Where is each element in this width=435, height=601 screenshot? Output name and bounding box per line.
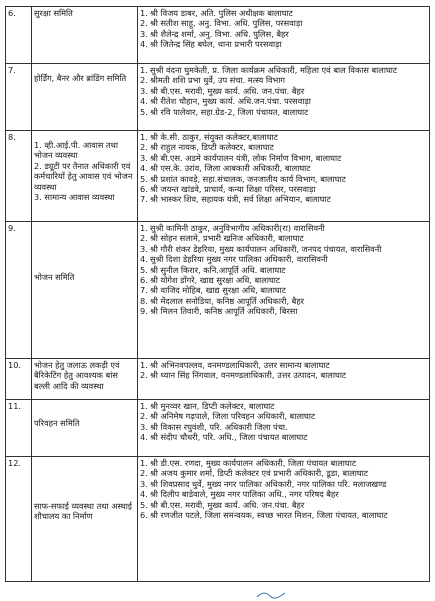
list-item	[140, 510, 427, 520]
member-text: श्री विजय डाबर, अति. पुलिस अधीक्षक बालाघाट	[150, 8, 293, 18]
member-text: श्री रीतेश चौहान, मुख्य कार्य. अधि.जन.पंचा. परसवाड़ा	[150, 96, 311, 107]
list-item	[140, 254, 427, 264]
member-text: श्री वाजिद मोहिब, खाद्य सुरक्षा अधि, बालाघाट	[150, 285, 286, 296]
member-number: 3.	[140, 478, 148, 489]
member-number: 2.	[140, 18, 148, 29]
row-number: 8.	[6, 131, 32, 222]
member-text: सुश्री दिशा डेहरिया मुख्य नगर पालिका अधिकारी, वारासिवनी	[150, 254, 328, 265]
member-number: 1.	[140, 223, 148, 233]
member-text: श्री अनिमेष गढ़पाले, जिला परिवहन अधिकारी, बालाघाट	[150, 411, 316, 422]
list-item	[140, 18, 427, 28]
member-text: श्री सुनील किरार, कनि.आपूर्ति अधि. बालाघाट	[150, 264, 286, 275]
committee-name: होर्डिंग, बैनर और ब्रांडिंग समिति	[32, 64, 138, 131]
member-number: 2.	[140, 75, 148, 86]
list-item	[140, 500, 427, 510]
member-number: 7.	[140, 285, 148, 296]
member-number: 2.	[140, 142, 148, 153]
list-item	[140, 86, 427, 96]
member-number: 6.	[140, 275, 148, 286]
member-number: 3.	[140, 243, 148, 254]
member-text: श्री शैलेन्द्र शर्मा, अनु. विभा. अधि. पुलिस, बैहर	[150, 28, 289, 39]
member-number: 2.	[140, 468, 148, 479]
list-item	[140, 360, 427, 370]
committee-name: 1. व्ही.आई.पी. आवास तथा भोजन व्यवस्था 2. ड्यूटी पर तैनात अधिकारी एवं कर्मचारियों हेतु आवास एवं भोजन व्यवस्था 3. सामान्य आवास व्यवस्था	[32, 131, 138, 222]
member-text: श्री भास्कर शिव, सहायक यंत्री, सर्व शिक्षा अभियान, बालाघाट	[150, 194, 331, 205]
list-item	[140, 468, 427, 478]
committee-name: भोजन हेतु जलाऊ लकड़ी एवं बैरिकेटिंग हेतु आवश्यक बांस बल्ली आदि की व्यवस्था	[32, 359, 138, 400]
member-number: 3.	[140, 421, 148, 432]
list-item	[140, 432, 427, 442]
row-number: 10.	[6, 359, 32, 400]
member-number: 9.	[140, 306, 148, 317]
list-item	[140, 96, 427, 106]
member-number: 1.	[140, 458, 148, 468]
list-item	[140, 275, 427, 285]
table-row	[6, 359, 430, 400]
member-number: 5.	[140, 264, 148, 275]
member-list	[138, 457, 430, 582]
table-row	[6, 64, 430, 131]
member-list	[138, 400, 430, 457]
list-item	[140, 65, 427, 75]
member-text: श्री प्रशांत कावड़े, सहा.संचालक, जनजातीय कार्य विभाग, बालाघाट	[150, 173, 346, 184]
row-number: 7.	[6, 64, 32, 131]
list-item	[140, 142, 427, 152]
member-text: श्री जितेन्द्र सिंह बघेल, थाना प्रभारी परसवाड़ा	[150, 39, 282, 50]
member-number: 2.	[140, 233, 148, 244]
committee-name: परिवहन समिति	[32, 400, 138, 457]
member-number: 4.	[140, 39, 148, 50]
member-number: 3.	[140, 152, 148, 163]
member-text: श्री एस.के. उरांव, जिला आबकारी अधिकारी, बालाघाट	[150, 163, 311, 174]
member-list	[138, 131, 430, 222]
table-row	[6, 7, 430, 64]
list-item	[140, 174, 427, 184]
member-text: श्री मिलन तिवारी, कनिष्ठ आपूर्ति अधिकारी, बिरसा	[150, 306, 298, 317]
list-item	[140, 458, 427, 468]
member-number: 5.	[140, 173, 148, 184]
member-text: श्री अभिनवपल्लव, वनमण्डलाधिकारी, उत्तर सामान्य बालाघाट	[150, 360, 330, 370]
member-text: श्री गौरी शंकर डेहरिया, मुख्य कार्यपालन अधिकारी, जनपद पंचायत, वारासिवनी	[150, 243, 382, 254]
list-item	[140, 75, 427, 85]
member-text: श्री बी.एस. अडमे कार्यपालन यंत्री, लोक निर्माण विभाग, बालाघाट	[150, 152, 342, 163]
member-number: 4.	[140, 489, 148, 500]
member-number: 1.	[140, 401, 148, 411]
member-number: 5.	[140, 106, 148, 117]
committee-table	[5, 6, 430, 582]
member-number: 5.	[140, 499, 148, 510]
member-number: 4.	[140, 432, 148, 443]
committee-table-body	[6, 7, 430, 582]
member-number: 1.	[140, 132, 148, 142]
table-row	[6, 222, 430, 359]
list-item	[140, 489, 427, 499]
member-text: श्री रणजीत पटले, जिला समन्वयक, स्वच्छ भारत मिशन, जिला पंचायत, बालाघाट	[150, 510, 388, 521]
committee-name: सुरक्षा समिति	[32, 7, 138, 64]
list-item	[140, 296, 427, 306]
member-text: श्री सतीश साहू, अनु. विभा. अधि. पुलिस, परसवाड़ा	[150, 18, 303, 29]
row-number: 9.	[6, 222, 32, 359]
member-text: श्री राहुल नायक, डिप्टी कलेक्टर, बालाघाट	[150, 142, 274, 153]
list-item	[140, 401, 427, 411]
list-item	[140, 184, 427, 194]
list-item	[140, 163, 427, 173]
member-text: श्री सोहन सलामे, प्रभारी खनिज अधिकारी, बालाघाट	[150, 233, 304, 244]
member-number: 7.	[140, 194, 148, 205]
list-item	[140, 8, 427, 18]
member-number: 6.	[140, 184, 148, 195]
list-item	[140, 306, 427, 316]
member-number: 2.	[140, 370, 148, 381]
list-item	[140, 244, 427, 254]
committee-name: साफ-सफाई व्यवस्था तथा अस्थाई शौचालय का निर्माण	[32, 457, 138, 582]
list-item	[140, 39, 427, 49]
list-item	[140, 107, 427, 117]
member-text: श्री जयन्त खांडवे, प्राचार्य, कन्या शिक्षा परिसर, परसवाड़ा	[150, 184, 316, 195]
member-number: 1.	[140, 65, 148, 75]
member-list	[138, 222, 430, 359]
member-number: 4.	[140, 163, 148, 174]
member-text: श्री अजय कुमार शर्मा, डिप्टी कलेक्टर एवं प्रभारी अधिकारी, डूडा, बालाघाट	[150, 468, 368, 479]
member-number: 3.	[140, 28, 148, 39]
member-text: श्री बी.एस. मरावी, मुख्य कार्य. अधि. जन.पंचा. बैहर	[150, 499, 305, 510]
member-text: श्री ध्यान सिंह निंगवाल, वनमण्डलाधिकारी, उत्तर उत्पादन, बालाघाट	[150, 370, 347, 381]
row-number: 6.	[6, 7, 32, 64]
member-number: 8.	[140, 295, 148, 306]
member-text: श्री योगेश डोंगरे, खाद्य सुरक्षा अधि, बालाघाट	[150, 275, 281, 286]
member-number: 3.	[140, 85, 148, 96]
member-text: श्री मुनव्वर खान, डिप्टी कलेक्टर, बालाघाट	[150, 401, 275, 411]
committee-name: भोजन समिति	[32, 222, 138, 359]
member-text: श्री रवि पालेवार, सहा.ग्रेड-2, जिला पंचायत, बालाघाट	[150, 106, 309, 117]
member-list	[138, 64, 430, 131]
list-item	[140, 233, 427, 243]
list-item	[140, 479, 427, 489]
member-number: 4.	[140, 96, 148, 107]
member-number: 1.	[140, 8, 148, 18]
row-number: 11.	[6, 400, 32, 457]
list-item	[140, 265, 427, 275]
table-row	[6, 131, 430, 222]
member-text: श्री संदीप चौधरी, परि. अधि., जिला पंचायत बालाघाट	[150, 432, 308, 443]
member-number: 4.	[140, 254, 148, 265]
member-text: सुश्री वंदना घुमकेती, प्र. जिला कार्यक्रम अधिकारी, महिला एवं बाल विकास बालाघाट	[150, 65, 398, 75]
member-text: श्री विकास रघुवंशी, परि. अधिकारी जिला पंचा.	[150, 421, 288, 432]
member-text: सुश्री कामिनी ठाकुर, अनुविभागीय अधिकारी(रा) वारासिवनी	[150, 223, 325, 233]
member-list	[138, 359, 430, 400]
member-number: 2.	[140, 411, 148, 422]
member-text: श्रीमती शशि प्रभा धुर्वे, उप संचा. मत्स्य विभाग	[150, 75, 286, 86]
list-item	[140, 223, 427, 233]
list-item	[140, 29, 427, 39]
list-item	[140, 132, 427, 142]
member-text: श्री शिवप्रसाद धुर्वे, मुख्य नगर पालिका अधिकारी, नगर पालिका परि. मलाजखण्ड	[150, 478, 387, 489]
row-number: 12.	[6, 457, 32, 582]
list-item	[140, 285, 427, 295]
table-row	[6, 400, 430, 457]
list-item	[140, 411, 427, 421]
member-text: श्री डी.एस. रणदा, मुख्य कार्यपालन अधिकारी, जिला पंचायत बालाघाट	[150, 458, 357, 468]
list-item	[140, 422, 427, 432]
member-text: श्री बी.एस. मरावी, मुख्य कार्य. अधि. जन.पंचा. बैहर	[150, 85, 305, 96]
member-list	[138, 7, 430, 64]
member-text: श्री दिलीप बाडेवाले, मुख्य नगर पालिका अधि., नगर परिषद बैहर	[150, 489, 339, 500]
list-item	[140, 153, 427, 163]
table-row	[6, 457, 430, 582]
member-number: 6.	[140, 510, 148, 521]
signature-mark	[256, 591, 286, 599]
member-text: श्री मेंदलाल सनोडिया, कनिष्ठ आपूर्ति अधिकारी, बैहर	[150, 295, 305, 306]
member-text: श्री के.सी. ठाकुर, संयुक्त कलेक्टर,बालाघाट	[150, 132, 278, 142]
list-item	[140, 370, 427, 380]
list-item	[140, 194, 427, 204]
member-number: 1.	[140, 360, 148, 370]
